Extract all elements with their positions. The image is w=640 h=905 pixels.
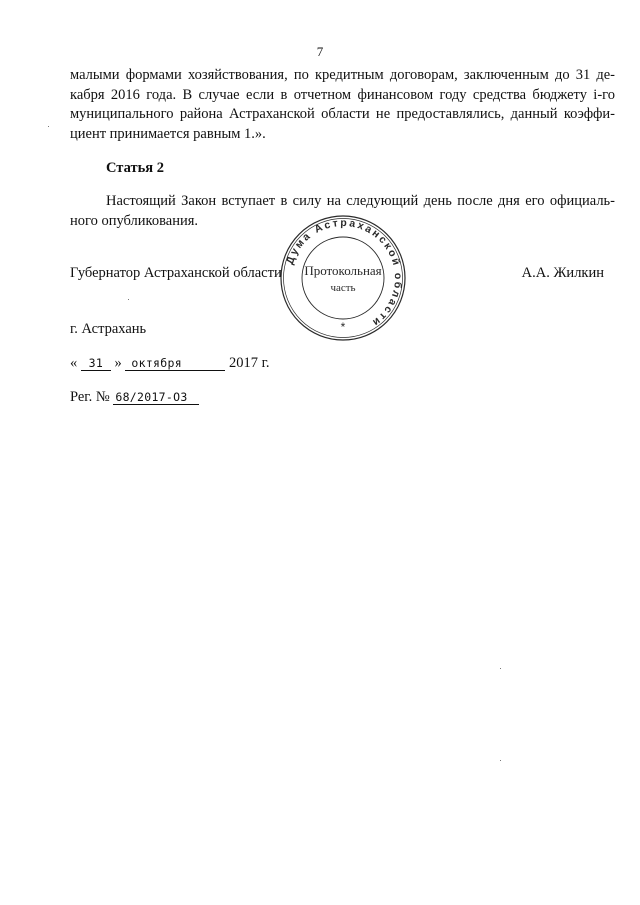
- page-number: 7: [316, 44, 324, 59]
- intro-line-1: малыми формами хозяйствования, по кредитным договорам, заключенным до 31 де-: [70, 67, 615, 83]
- signatory-title: Губернатор Астраханской области: [70, 265, 282, 281]
- intro-line-4: циент принимается равным 1.».: [70, 125, 266, 142]
- article-line-2: ного опубликования.: [70, 212, 199, 229]
- scan-speck: [128, 299, 129, 300]
- signing-date: [70, 354, 270, 372]
- registration-line: [70, 388, 199, 406]
- intro-paragraph: [70, 66, 615, 144]
- date-open-quote: «: [70, 355, 78, 371]
- stamp-inner-line-2: часть: [330, 282, 356, 294]
- stamp-star: *: [340, 320, 346, 334]
- article-line-1: Настоящий Закон вступает в силу на следующий день после дня его официаль-: [106, 193, 615, 209]
- date-month: октября: [125, 356, 225, 371]
- intro-line-3: муниципального района Астраханской области не предоставлялись, данный коэффи-: [70, 106, 615, 122]
- scan-speck: [48, 126, 49, 127]
- scan-speck: [500, 760, 501, 761]
- date-close-quote: »: [114, 355, 122, 371]
- signatory-name: А.А. Жилкин: [521, 265, 604, 281]
- stamp-inner-line-1: Протокольная: [304, 263, 382, 278]
- intro-line-2: кабря 2016 года. В случае если в отчетном финансовом году средства бюджету i-го: [70, 86, 615, 103]
- date-day: 31: [81, 356, 111, 371]
- date-year: 2017 г.: [229, 355, 270, 371]
- scan-speck: [500, 668, 501, 669]
- registration-number: 68/2017-ОЗ: [113, 390, 199, 405]
- stamp-ring-text: Дума Астраханской области: [283, 216, 405, 330]
- article-heading: Статья 2: [106, 160, 164, 176]
- registration-label: Рег. №: [70, 389, 110, 405]
- place-of-signing: г. Астрахань: [70, 321, 147, 337]
- official-stamp: [278, 213, 408, 343]
